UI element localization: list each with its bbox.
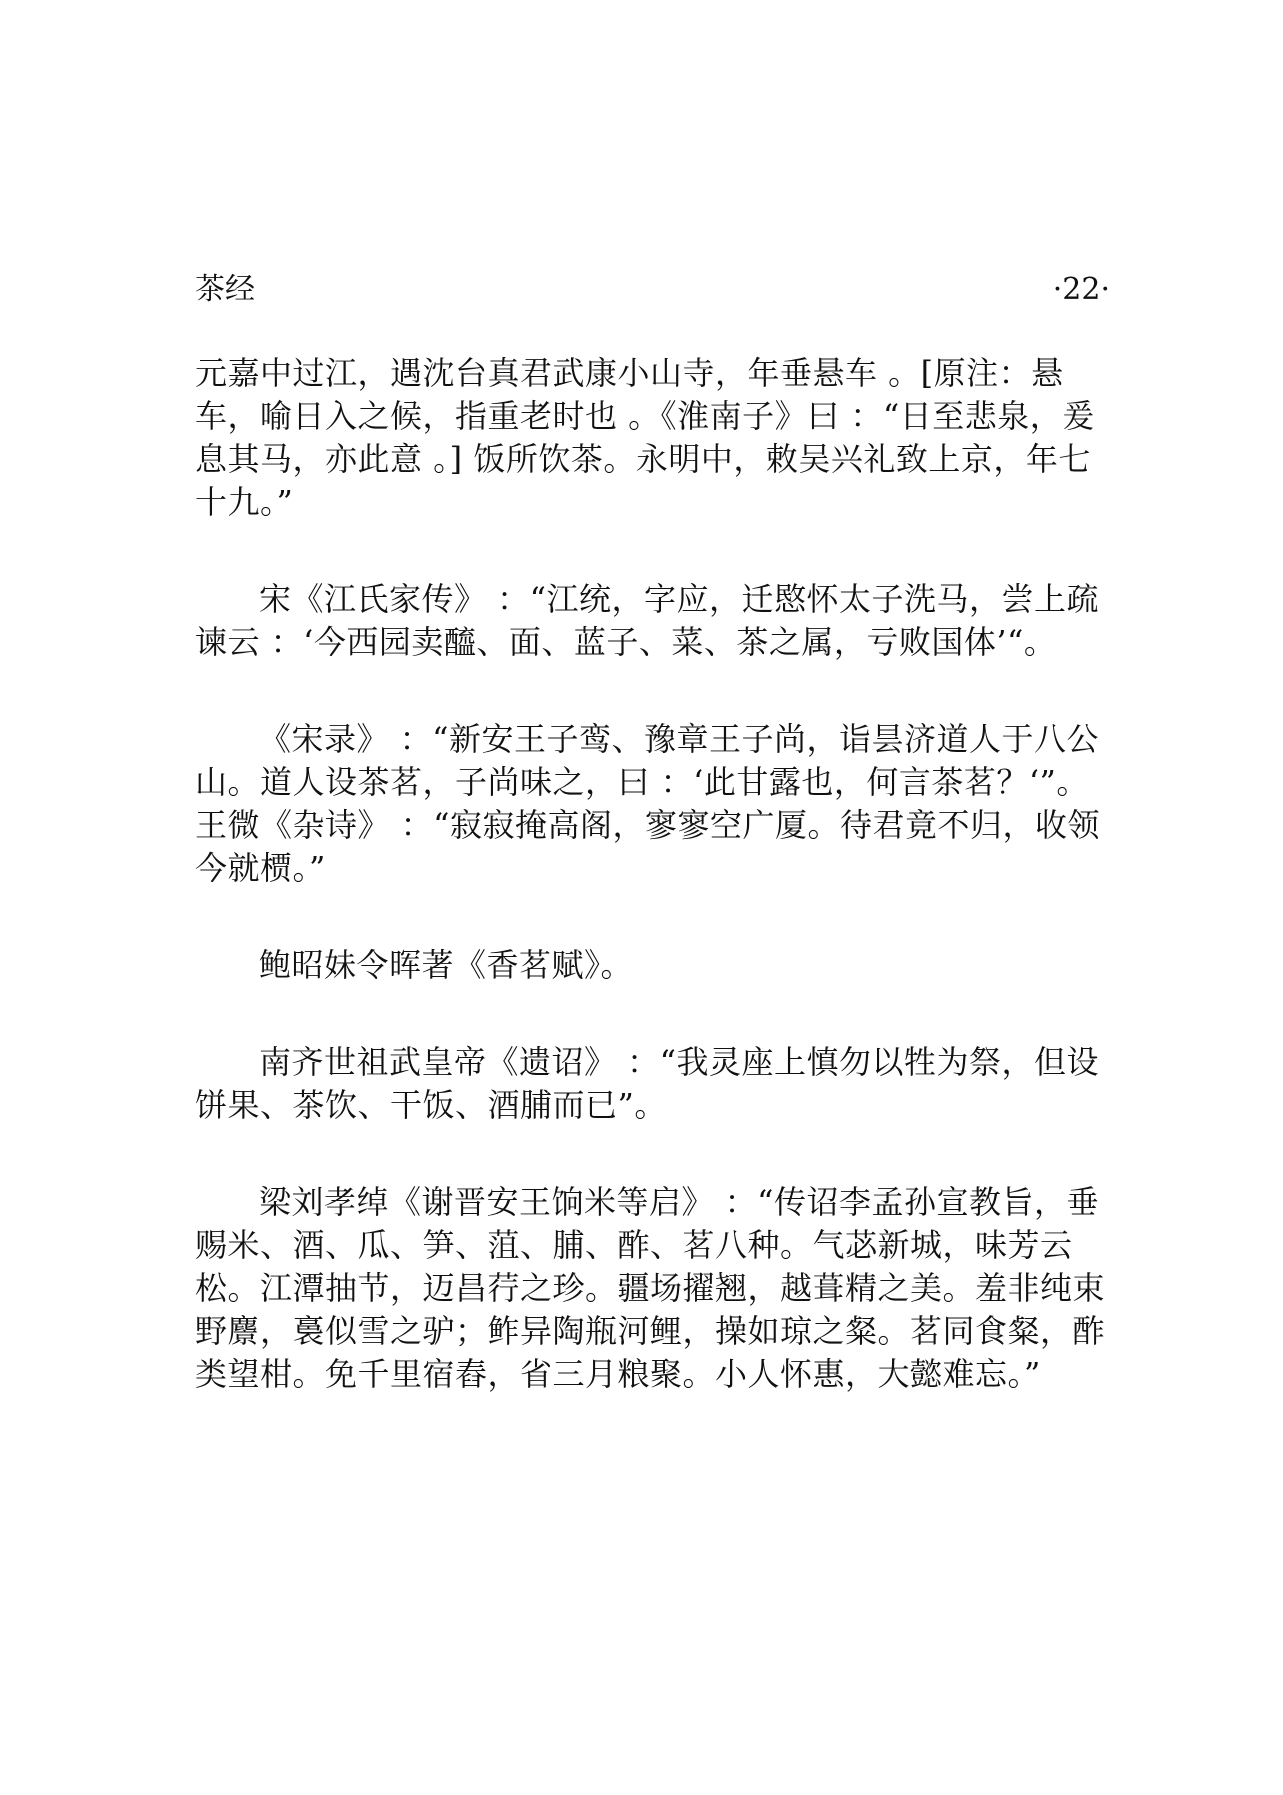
page-header bbox=[195, 268, 1110, 312]
paragraph-6: 南齐世祖武皇帝《遗诏》 ：“我灵座上慎勿以牲为祭，但设饼果、茶饮、干饭、酒脯而已”。 bbox=[195, 1043, 1100, 1124]
page-number: ·22· bbox=[1052, 272, 1110, 307]
paragraph-1: 元嘉中过江，遇沈台真君武康小山寺，年垂悬车 。[原注：悬车，喻日入之候，指重老时也 。《淮南子》曰 ：“日至悲泉，爰息其马，亦此意 。] 饭所饮茶。永明中，敕吴兴礼致上京，年七十九。” bbox=[195, 354, 1095, 521]
page-body bbox=[195, 352, 1110, 1396]
paragraph-2: 宋《江氏家传》 ：“江统，字应，迁愍怀太子洗马，尝上疏谏云 ：‘今西园卖醯、面、蓝子、菜、茶之属，亏败国体’“。 bbox=[195, 580, 1100, 661]
paragraph-7: 梁刘孝绰《谢晋安王饷米等启》 ：“传诏李孟孙宣教旨，垂赐米、酒、瓜、笋、菹、脯、酢、茗八种。气苾新城，味芳云松。江潭抽节，迈昌荇之珍。疆场擢翘，越葺精之美。羞非纯束野麖，裛似雪之驴；鲊异陶瓶河鲤，操如琼之粲。茗同食粲，酢类望柑。免千里宿舂，省三月粮聚。小人怀惠，大懿难忘。” bbox=[195, 1183, 1106, 1393]
book-title: 茶经 bbox=[195, 272, 255, 307]
paragraph-4: 王微《杂诗》 ：“寂寂掩高阁，寥寥空广厦。待君竟不归，收领今就槚。” bbox=[195, 806, 1101, 887]
paragraph-3: 《宋录》 ：“新安王子鸾、豫章王子尚，诣昙济道人于八公山。道人设茶茗，子尚味之，曰 ：‘此甘露也，何言茶茗？‘”。 bbox=[195, 720, 1100, 801]
paragraph-5: 鲍昭妹令晖著《香茗赋》。 bbox=[259, 946, 634, 984]
